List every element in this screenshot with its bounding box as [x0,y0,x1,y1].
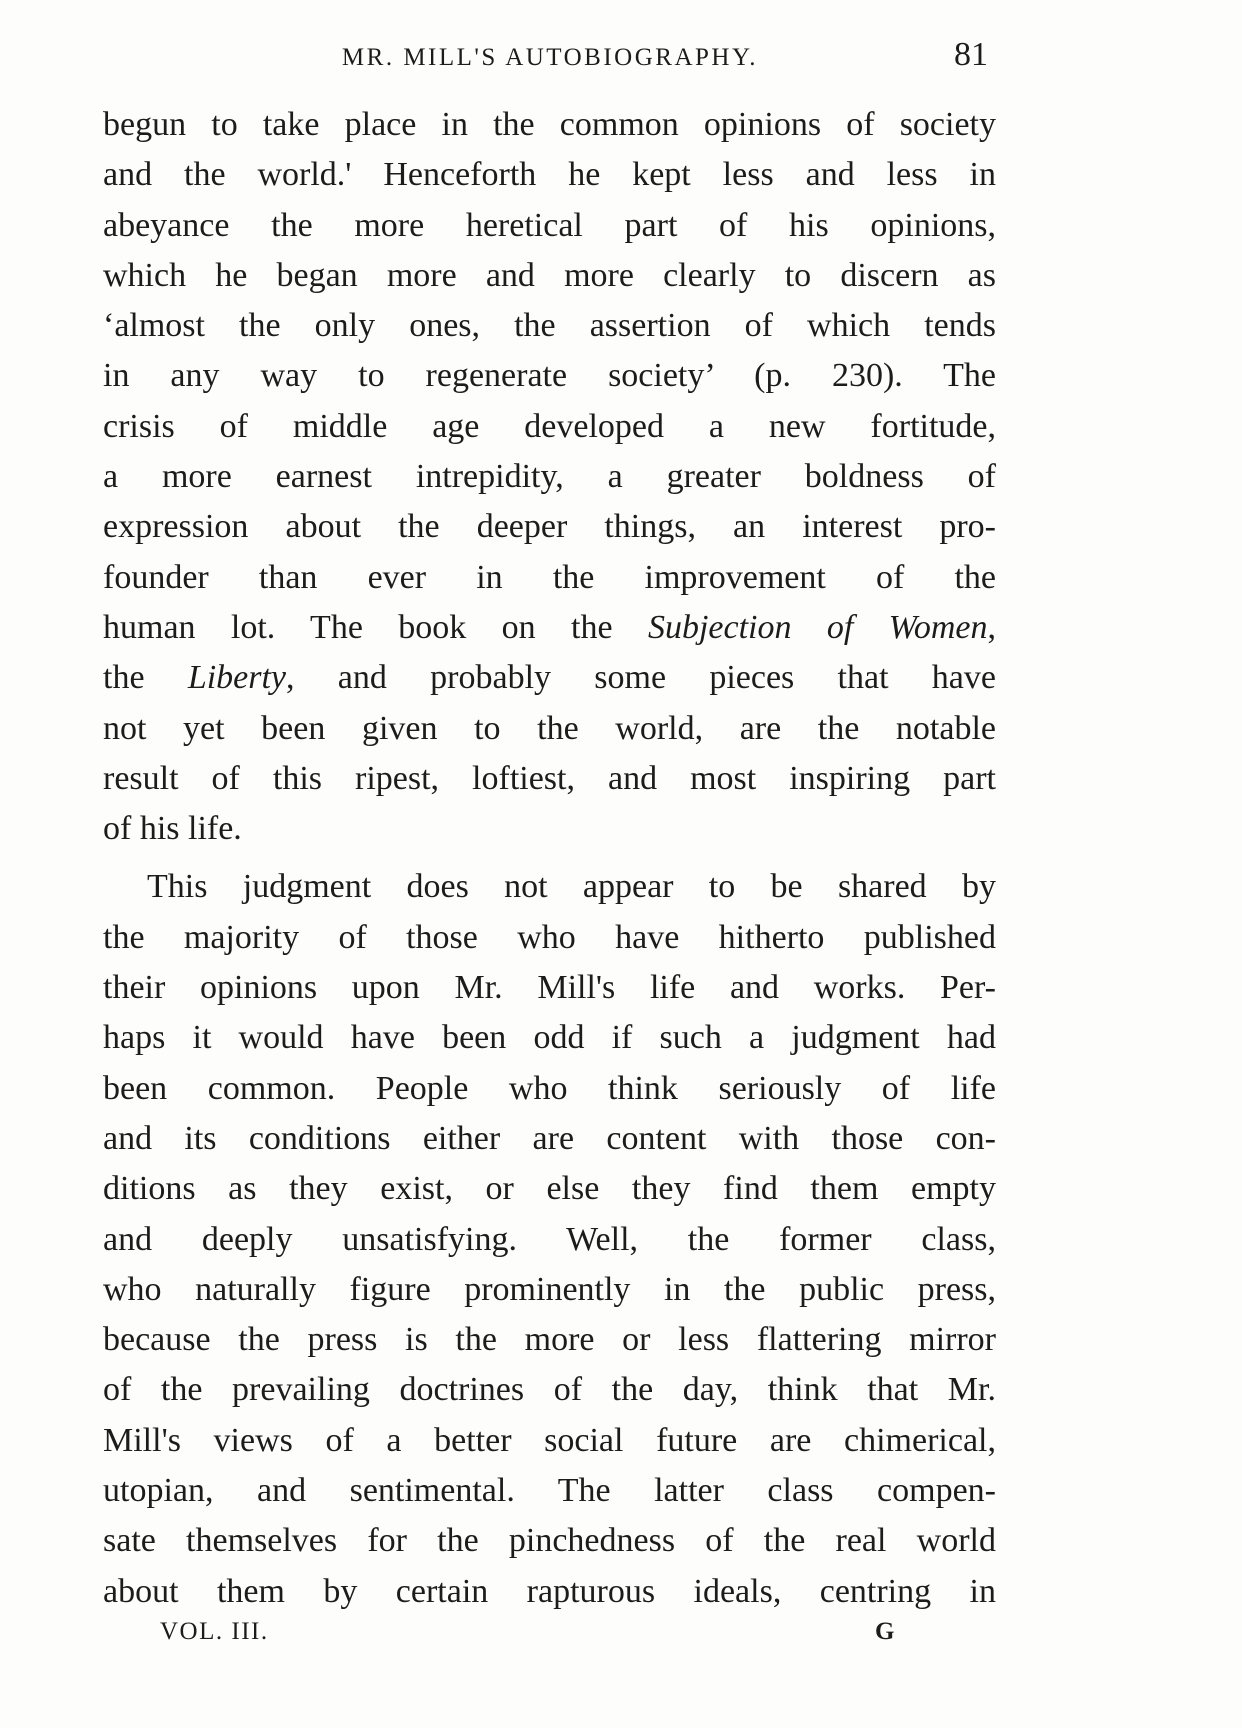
text-line: about them by certain rapturous ideals, centring in [103,1572,996,1610]
text-line: in any way to regenerate society’ (p. 230). The [103,357,996,395]
volume-label: VOL. III. [160,1618,269,1645]
text-line: been common. People who think seriously of life [103,1069,996,1107]
running-head [100,34,1000,84]
paragraph [103,100,996,854]
text-line: a more earnest intrepidity, a greater boldness of [103,458,996,496]
signature-mark: G [875,1618,896,1645]
text-line: which he began more and more clearly to discern as [103,256,996,294]
paragraph [103,862,996,1616]
text-line: sate themselves for the pinchedness of the real world [103,1522,996,1560]
text-line: This judgment does not appear to be shared by [147,868,996,906]
page-number: 81 [954,36,988,73]
body-text [103,100,996,1617]
text-line: ditions as they exist, or else they find them empty [103,1170,996,1208]
text-line: of his life. [103,810,242,848]
italic-title: Subjection of Women [647,608,988,646]
text-line: of the prevailing doctrines of the day, think that Mr. [103,1371,996,1409]
text-line: abeyance the more heretical part of his opinions, [103,206,996,244]
text-line: the Liberty, and probably some pieces that have [103,659,996,697]
text-line: begun to take place in the common opinions of society [103,106,996,143]
page-footer [160,1618,900,1658]
text-line: not yet been given to the world, are the notable [103,709,996,747]
text-line: and the world.' Henceforth he kept less and less in [103,156,996,194]
text-line: and deeply unsatisfying. Well, the former class, [103,1220,996,1258]
text-line: founder than ever in the improvement of the [103,558,996,596]
text-line: who naturally figure prominently in the public press, [103,1270,996,1308]
text-line: haps it would have been odd if such a judgment had [103,1019,996,1057]
text-line: because the press is the more or less flattering mirror [103,1321,996,1359]
text-line: the majority of those who have hitherto published [103,918,996,956]
italic-title: Liberty [187,659,287,697]
text-line: their opinions upon Mr. Mill's life and works. Per- [103,969,996,1007]
text-line: utopian, and sentimental. The latter class compen- [103,1472,996,1510]
text-line: and its conditions either are content with those con- [103,1119,996,1157]
text-line: human lot. The book on the Subjection of Women, [103,608,997,646]
text-line: expression about the deeper things, an interest pro- [103,508,996,546]
text-line: Mill's views of a better social future are chimerical, [103,1421,996,1459]
text-line: crisis of middle age developed a new fortitude, [103,407,996,445]
running-title: MR. MILL'S AUTOBIOGRAPHY. [341,44,759,71]
text-line: ‘almost the only ones, the assertion of which tends [103,307,996,345]
text-line: result of this ripest, loftiest, and most inspiring part [103,759,996,797]
paragraph-gap [103,854,996,862]
